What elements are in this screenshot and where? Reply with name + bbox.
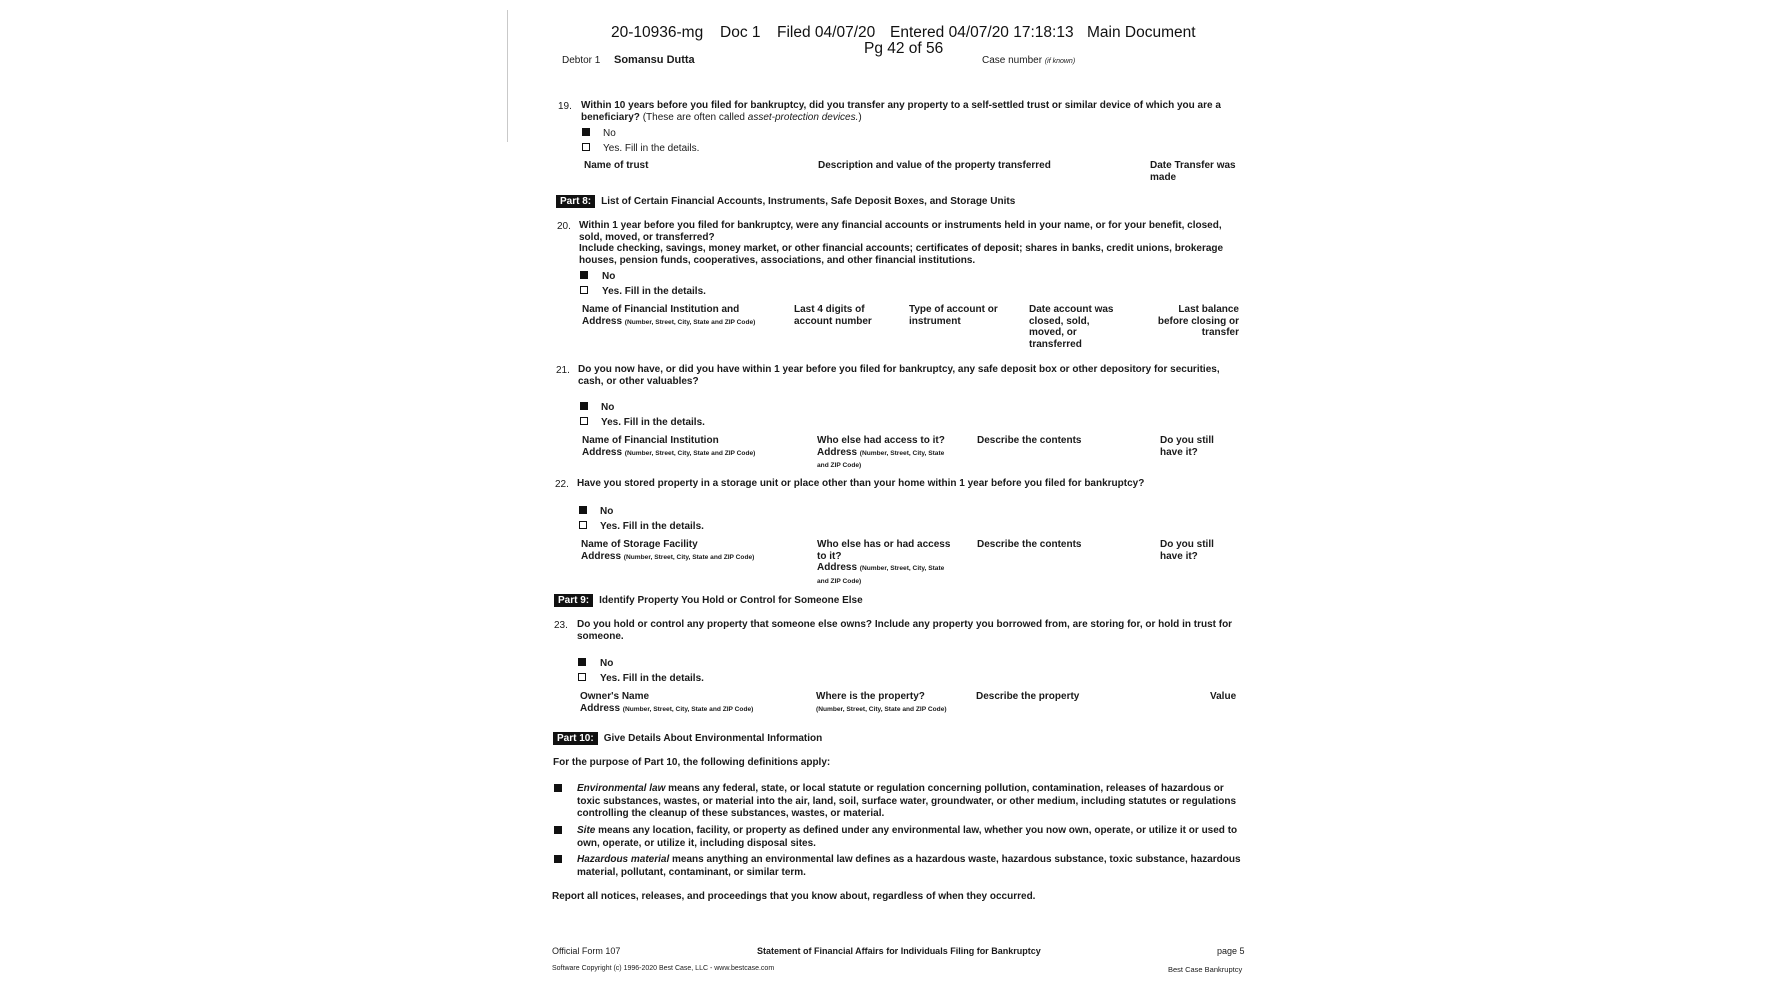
q21-text: Do you now have, or did you have within 1 year before you filed for bankruptcy, any safe deposit box or other depository for securities, cash, or other valuables? — [578, 364, 1220, 387]
footer-page: page 5 — [1217, 946, 1245, 956]
q22-col-facility: Name of Storage Facility Address (Number, Street, City, State and ZIP Code) — [581, 539, 755, 562]
q19-no-checkbox[interactable] — [582, 128, 590, 136]
def-environmental-law: Environmental law means any federal, state, or local statute or regulation concerning pollution, contamination, releases of hazardous or toxic substances, wastes, or material into the air, land, soil, surface water, groundwater, or other medium, including statutes or regulations controlling the cleanup of these substances, wastes, or material. — [577, 783, 1237, 819]
q20-number: 20. — [557, 221, 571, 232]
q23-col-where: Where is the property? (Number, Street, City, State and ZIP Code) — [816, 691, 947, 713]
q21-yes-checkbox[interactable] — [580, 417, 588, 425]
q20-col-last-balance: Last balance before closing or transfer — [1157, 304, 1239, 338]
debtor-name: Somansu Dutta — [614, 54, 695, 66]
footer-copyright: Software Copyright (c) 1996-2020 Best Case, LLC - www.bestcase.com — [552, 965, 775, 972]
def1-bullet — [554, 784, 562, 792]
footer-form: Official Form 107 — [552, 946, 621, 956]
q22-col-still-have: Do you still have it? — [1160, 539, 1214, 562]
debtor-label: Debtor 1 — [562, 55, 601, 66]
q22-number: 22. — [555, 479, 569, 490]
q23-yes-label: Yes. Fill in the details. — [600, 673, 704, 684]
part8-heading: Part 8: List of Certain Financial Accounts, Instruments, Safe Deposit Boxes, and Storage Units — [556, 195, 1015, 208]
q20-yes-checkbox[interactable] — [580, 286, 588, 294]
q20-col-type: Type of account or instrument — [909, 304, 998, 327]
q21-col-contents: Describe the contents — [977, 435, 1082, 446]
entered-header: Entered 04/07/20 17:18:13 — [890, 24, 1074, 41]
case-number-header: 20-10936-mg — [611, 24, 704, 41]
q20-text: Within 1 year before you filed for bankruptcy, were any financial accounts or instruments held in your name, or for your benefit, closed, sold, moved, or transferred? Include checking, savings, money market, or other financial accounts; certificates of deposit; shares in banks, credit unions, brokerage houses, pension funds, cooperatives, associations, and other financial institutions. — [579, 220, 1224, 266]
q21-yes-label: Yes. Fill in the details. — [601, 417, 705, 428]
q23-yes-checkbox[interactable] — [578, 673, 586, 681]
page-count-header: Pg 42 of 56 — [864, 40, 944, 57]
q19-number: 19. — [558, 101, 572, 112]
part9-heading: Part 9: Identify Property You Hold or Control for Someone Else — [554, 594, 863, 607]
q23-col-describe: Describe the property — [976, 691, 1080, 702]
q19-col-description: Description and value of the property transferred — [818, 160, 1051, 171]
q23-no-label: No — [600, 658, 614, 669]
def-hazardous-material: Hazardous material means anything an environmental law defines as a hazardous waste, hazardous substance, toxic substance, hazardous material, pollutant, contaminant, or similar term. — [577, 854, 1241, 878]
q20-no-label: No — [602, 271, 616, 282]
q22-yes-label: Yes. Fill in the details. — [600, 521, 704, 532]
part10-badge: Part 10: — [553, 732, 598, 745]
scan-edge-line — [507, 10, 508, 142]
q23-no-checkbox[interactable] — [578, 658, 586, 666]
q21-no-checkbox[interactable] — [580, 402, 588, 410]
q19-yes-label: Yes. Fill in the details. — [603, 143, 700, 154]
q22-col-access: Who else has or had access to it? Address (Number, Street, City, State and ZIP Code) — [817, 539, 951, 585]
def3-bullet — [554, 855, 562, 863]
part8-badge: Part 8: — [556, 195, 595, 208]
q22-no-checkbox[interactable] — [579, 506, 587, 514]
main-document-header: Main Document — [1087, 24, 1196, 41]
q21-col-access: Who else had access to it? Address (Number, Street, City, State and ZIP Code) — [817, 435, 945, 469]
def-site: Site means any location, facility, or property as defined under any environmental law, whether you now own, operate, or utilize it or used to own, operate, or utilize it, including disposal sites. — [577, 825, 1238, 849]
q19-yes-checkbox[interactable] — [582, 143, 590, 151]
part9-badge: Part 9: — [554, 594, 593, 607]
filed-header: Filed 04/07/20 — [777, 24, 876, 41]
q23-number: 23. — [554, 620, 568, 631]
def2-bullet — [554, 826, 562, 834]
q23-text: Do you hold or control any property that someone else owns? Include any property you borrowed from, are storing for, or hold in trust for someone. — [577, 619, 1233, 642]
part10-heading: Part 10: Give Details About Environmental Information — [553, 732, 822, 745]
q20-col-last4: Last 4 digits of account number — [794, 304, 872, 327]
q21-no-label: No — [601, 402, 615, 413]
doc-header: Doc 1 — [720, 24, 761, 41]
q19-col-date: Date Transfer was made — [1150, 160, 1236, 183]
q22-col-contents: Describe the contents — [977, 539, 1082, 550]
q21-number: 21. — [556, 365, 570, 376]
footer-brand: Best Case Bankruptcy — [1168, 965, 1243, 974]
q21-col-still-have: Do you still have it? — [1160, 435, 1214, 458]
q20-no-checkbox[interactable] — [580, 271, 588, 279]
part10-intro: For the purpose of Part 10, the following definitions apply: — [553, 757, 831, 768]
q19-text: Within 10 years before you filed for bankruptcy, did you transfer any property to a self-settled trust or similar device of which you are a beneficiary? (These are often called asset-protection devices.) — [581, 100, 1221, 123]
q19-col-name-of-trust: Name of trust — [584, 160, 649, 171]
q22-yes-checkbox[interactable] — [579, 521, 587, 529]
q21-col-institution: Name of Financial Institution Address (Number, Street, City, State and ZIP Code) — [582, 435, 756, 458]
q20-yes-label: Yes. Fill in the details. — [602, 286, 706, 297]
q22-text: Have you stored property in a storage unit or place other than your home within 1 year before you filed for bankruptcy? — [577, 478, 1145, 489]
q23-col-owner: Owner's Name Address (Number, Street, City, State and ZIP Code) — [580, 691, 754, 714]
q19-no-label: No — [603, 128, 616, 139]
q20-col-institution: Name of Financial Institution and Address (Number, Street, City, State and ZIP Code) — [582, 304, 756, 327]
q23-col-value: Value — [1210, 691, 1237, 702]
q20-col-date-closed: Date account was closed, sold, moved, or transferred — [1029, 304, 1114, 350]
part10-report: Report all notices, releases, and proceedings that you know about, regardless of when they occurred. — [552, 891, 1036, 902]
case-number-label: Case number (if known) — [982, 55, 1076, 66]
footer-title: Statement of Financial Affairs for Individuals Filing for Bankruptcy — [757, 946, 1041, 956]
q22-no-label: No — [600, 506, 614, 517]
